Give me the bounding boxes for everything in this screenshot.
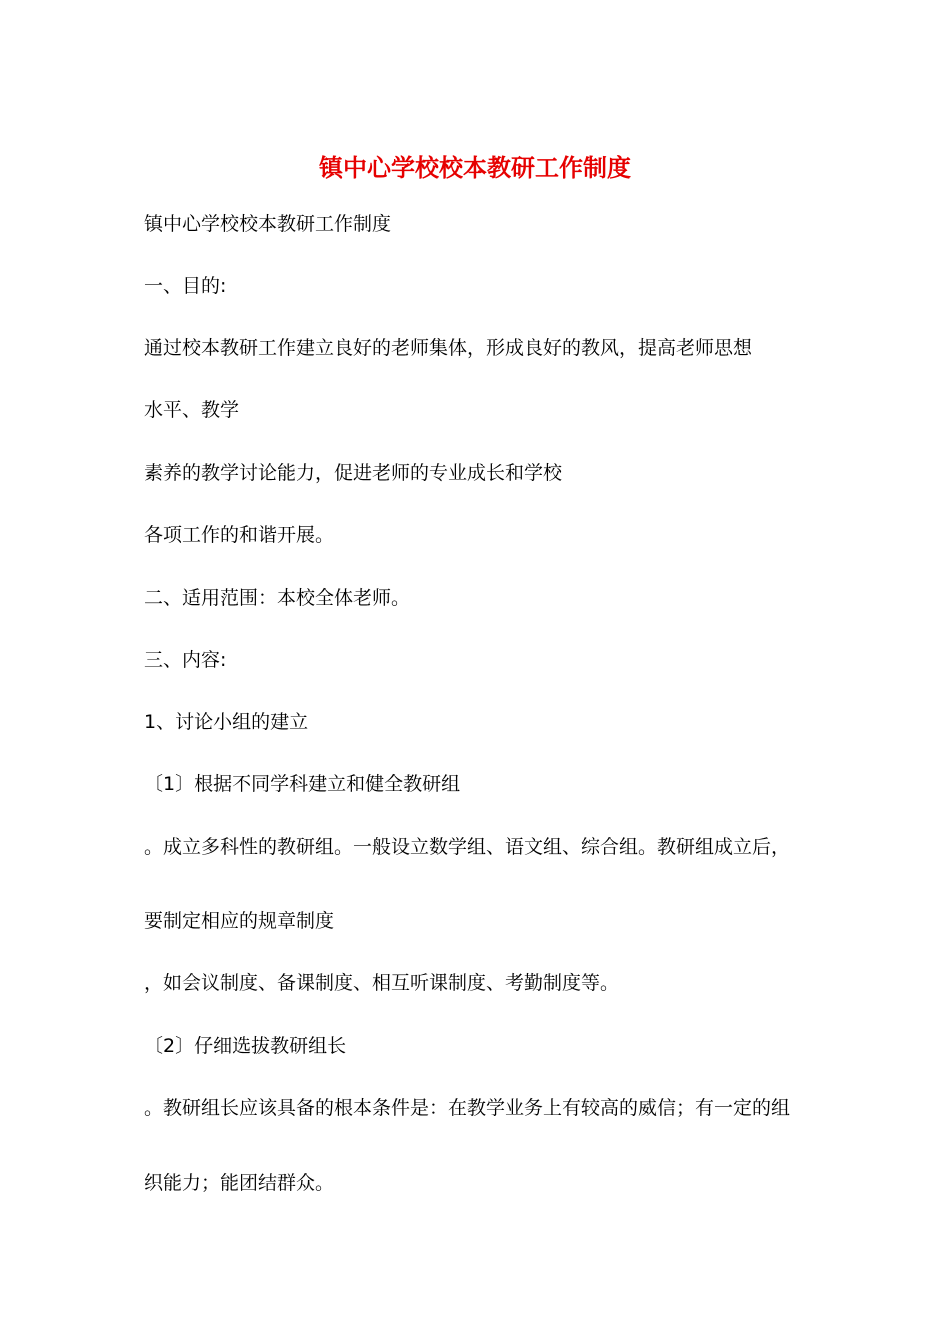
paragraph-purpose-line-3: 素养的教学讨论能力，促进老师的专业成长和学校	[144, 462, 563, 484]
paragraph-purpose-line-4: 各项工作的和谐开展。	[144, 524, 335, 546]
paragraph-purpose-line-1: 通过校本教研工作建立良好的老师集体，形成良好的教风，提高老师思想	[144, 337, 753, 359]
paragraph-section-2: 二、适用范围：本校全体老师。	[144, 587, 411, 609]
document-title: 镇中心学校校本教研工作制度	[319, 154, 631, 182]
paragraph-subtitle: 镇中心学校校本教研工作制度	[144, 213, 392, 235]
paragraph-item-1-2-detail-2: 织能力；能团结群众。	[144, 1172, 335, 1194]
paragraph-purpose-line-2: 水平、教学	[144, 399, 240, 421]
paragraph-item-1-1-detail-1: 。成立多科性的教研组。一般设立数学组、语文组、综合组。教研组成立后，	[144, 836, 791, 858]
paragraph-item-1-1-detail-2: 要制定相应的规章制度	[144, 910, 335, 932]
paragraph-item-1-1-detail-3: ，如会议制度、备课制度、相互听课制度、考勤制度等。	[144, 972, 620, 994]
paragraph-item-1-2-detail-1: 。教研组长应该具备的根本条件是：在教学业务上有较高的威信；有一定的组	[144, 1097, 791, 1119]
paragraph-item-1: 1、讨论小组的建立	[144, 711, 309, 733]
paragraph-item-1-2: 〔2〕仔细选拔教研组长	[144, 1035, 347, 1057]
paragraph-section-1-heading: 一、目的:	[144, 275, 227, 297]
paragraph-section-3-heading: 三、内容:	[144, 649, 227, 671]
paragraph-item-1-1: 〔1〕根据不同学科建立和健全教研组	[144, 773, 461, 795]
